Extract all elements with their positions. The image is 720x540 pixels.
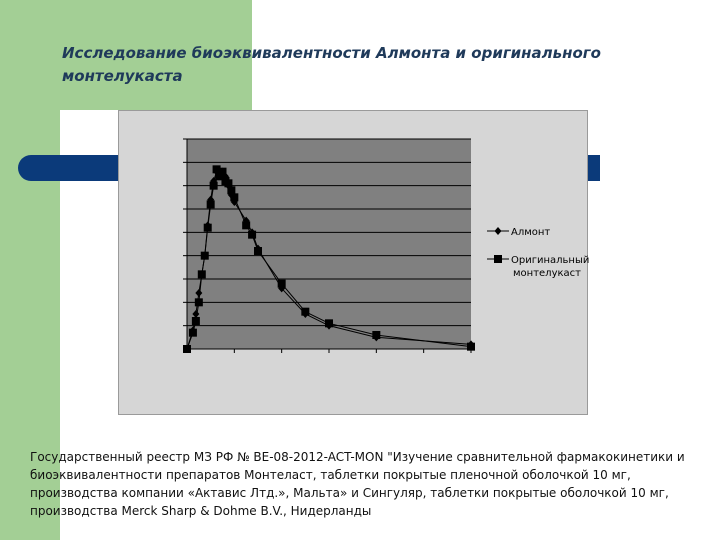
legend-label-1: Оригинальный монтелукаст <box>511 255 589 279</box>
series-1-point <box>198 270 206 278</box>
series-1-point <box>242 221 250 229</box>
source-footnote: Государственный реестр МЗ РФ № BE-08-2012-ACT-MON "Изучение сравнительной фармакокинетики и биоэквивалентности препаратов Монтеласт, таблетки покрытые пленочной оболочкой 10 мг, производства компании «Актавис Лтд.», Мальта» и Сингуляр, таблетки покрытые оболочкой 10 мг, производства Merck Sharp & Dohme B.V., Нидерланды <box>30 450 685 518</box>
series-1-point <box>201 252 209 260</box>
chart-frame <box>118 110 588 415</box>
series-1-point <box>230 193 238 201</box>
series-1-point <box>278 280 286 288</box>
series-1-point <box>219 168 227 176</box>
slide-title: Исследование биоэквивалентности Алмонта и оригинального монтелукаста <box>62 44 601 85</box>
series-1-point <box>183 345 191 353</box>
series-1-point <box>207 200 215 208</box>
series-1-point <box>301 308 309 316</box>
series-1-point <box>372 331 380 339</box>
legend-marker-1 <box>494 255 502 263</box>
series-1-point <box>227 186 235 194</box>
series-1-point <box>224 179 232 187</box>
series-1-point <box>195 298 203 306</box>
series-1-point <box>467 343 475 351</box>
series-1-point <box>189 329 197 337</box>
pk-line-chart <box>119 111 589 416</box>
series-1-point <box>325 319 333 327</box>
series-1-point <box>248 231 256 239</box>
series-1-point <box>210 182 218 190</box>
legend-marker-0 <box>495 227 502 235</box>
legend-label-0: Алмонт <box>511 227 551 238</box>
series-1-point <box>254 247 262 255</box>
series-1-point <box>192 317 200 325</box>
plot-area <box>187 139 471 349</box>
series-1-point <box>204 224 212 232</box>
